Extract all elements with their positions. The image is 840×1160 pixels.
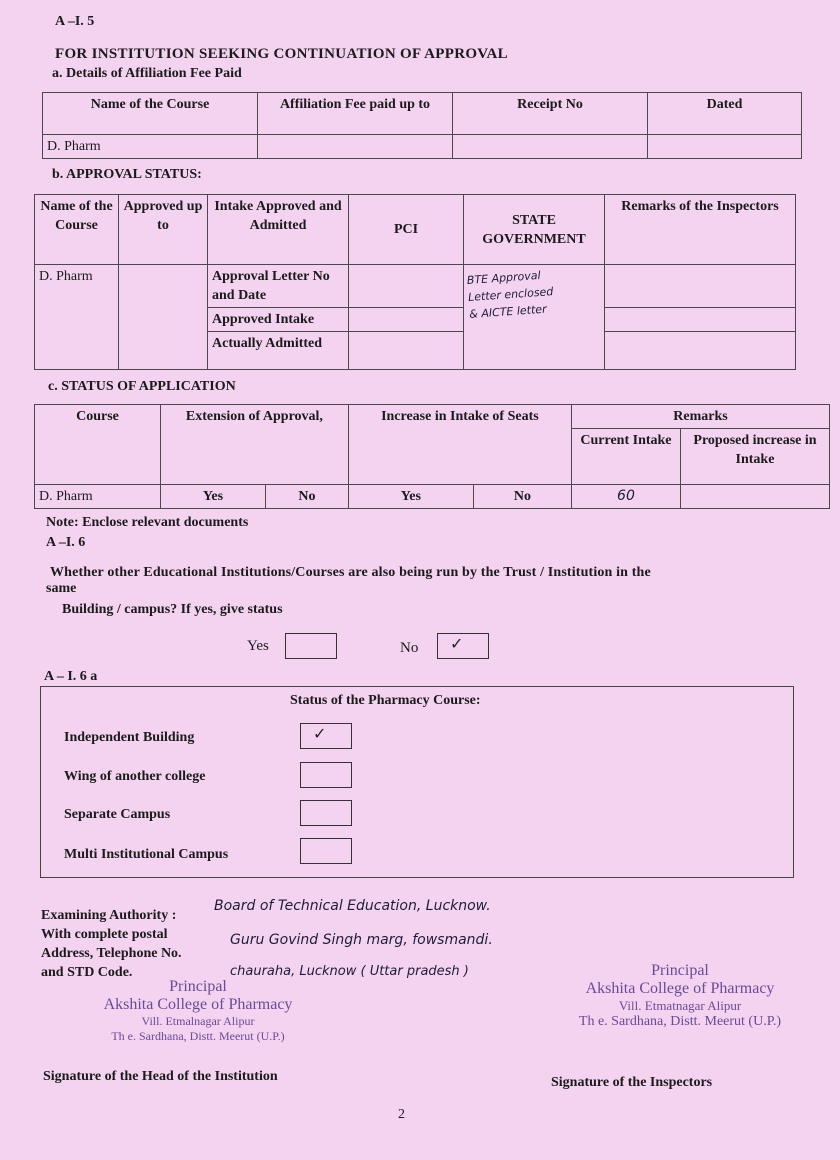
main-title: FOR INSTITUTION SEEKING CONTINUATION OF APPROVAL bbox=[55, 46, 508, 62]
b-cell-approved bbox=[119, 265, 208, 370]
approval-status-table bbox=[34, 194, 796, 370]
header-course: Name of the Course bbox=[43, 93, 258, 135]
stamp-left bbox=[58, 978, 338, 1044]
header-receipt: Receipt No bbox=[453, 93, 648, 135]
b-row-approval-letter: Approval Letter No and Date bbox=[208, 265, 349, 308]
check-mark-icon: ✓ bbox=[313, 724, 327, 743]
status-title: Status of the Pharmacy Course: bbox=[290, 693, 481, 708]
b-cell-remarks-2 bbox=[605, 308, 796, 332]
cell-fee bbox=[258, 135, 453, 159]
stamp-right-title: Principal bbox=[651, 962, 709, 979]
b-cell-pci-3 bbox=[349, 332, 464, 370]
multi-campus-checkbox[interactable] bbox=[300, 838, 352, 864]
application-status-table bbox=[34, 404, 830, 509]
authority-hand-2: Guru Govind Singh marg, fowsmandi. bbox=[230, 932, 493, 948]
b-header-pci: PCI bbox=[349, 195, 464, 265]
cell-course: D. Pharm bbox=[43, 135, 258, 159]
signature-head-label: Signature of the Head of the Institution bbox=[43, 1069, 278, 1084]
b-row-approved-intake: Approved Intake bbox=[208, 308, 349, 332]
c-header-proposed: Proposed increase in Intake bbox=[680, 429, 829, 485]
no-checkbox[interactable] bbox=[437, 633, 489, 659]
affiliation-fee-table bbox=[42, 92, 802, 159]
section-a16a: A – I. 6 a bbox=[44, 669, 98, 684]
section-a15: A –I. 5 bbox=[55, 14, 95, 29]
sub-c-heading: c. STATUS OF APPLICATION bbox=[48, 379, 236, 394]
c-cell-inc-yes: Yes bbox=[348, 485, 473, 509]
pharmacy-status-box bbox=[40, 686, 794, 878]
authority-label-1: Examining Authority : bbox=[41, 908, 177, 923]
authority-hand-1: Board of Technical Education, Lucknow. bbox=[214, 898, 491, 914]
page-number: 2 bbox=[398, 1107, 405, 1122]
independent-building-checkbox[interactable] bbox=[300, 723, 352, 749]
yes-checkbox[interactable] bbox=[285, 633, 337, 659]
stamp-right-district: Th e. Sardhana, Distt. Meerut (U.P.) bbox=[578, 1014, 782, 1029]
wing-checkbox[interactable] bbox=[300, 762, 352, 788]
hand-note-3: & AICTE letter bbox=[468, 302, 547, 321]
c-header-course: Course bbox=[35, 405, 161, 485]
c-cell-inc-no: No bbox=[473, 485, 571, 509]
b-header-state: STATE GOVERNMENT bbox=[464, 195, 605, 265]
status-item-wing: Wing of another college bbox=[64, 769, 206, 784]
section-a16: A –I. 6 bbox=[46, 535, 86, 550]
authority-hand-3: chauraha, Lucknow ( Uttar pradesh ) bbox=[230, 964, 469, 979]
header-dated: Dated bbox=[648, 93, 802, 135]
c-cell-course: D. Pharm bbox=[35, 485, 161, 509]
question-line-2: same bbox=[46, 581, 77, 596]
sub-a-heading: a. Details of Affiliation Fee Paid bbox=[52, 66, 242, 81]
b-cell-state bbox=[464, 265, 605, 370]
b-header-course: Name of the Course bbox=[35, 195, 119, 265]
stamp-left-college: Akshita College of Pharmacy bbox=[103, 996, 293, 1013]
b-header-approved: Approved up to bbox=[119, 195, 208, 265]
c-cell-ext-yes: Yes bbox=[161, 485, 266, 509]
stamp-left-title: Principal bbox=[169, 978, 227, 995]
status-item-multi: Multi Institutional Campus bbox=[64, 847, 229, 862]
b-cell-pci-2 bbox=[349, 308, 464, 332]
c-header-extension: Extension of Approval, bbox=[161, 405, 349, 485]
signature-inspectors-label: Signature of the Inspectors bbox=[551, 1075, 713, 1090]
note-text: Note: Enclose relevant documents bbox=[46, 515, 249, 530]
authority-label-3: Address, Telephone No. bbox=[41, 946, 182, 961]
cell-dated bbox=[648, 135, 802, 159]
c-cell-proposed-value bbox=[680, 485, 829, 509]
b-header-remarks: Remarks of the Inspectors bbox=[605, 195, 796, 265]
stamp-left-village: Vill. Etmalnagar Alipur bbox=[141, 1014, 255, 1028]
c-header-increase: Increase in Intake of Seats bbox=[348, 405, 571, 485]
stamp-right bbox=[540, 962, 820, 1030]
c-cell-current-value: 60 bbox=[571, 485, 680, 509]
authority-labels bbox=[41, 906, 182, 982]
stamp-right-college: Akshita College of Pharmacy bbox=[585, 980, 775, 997]
hand-note-2: Letter enclosed bbox=[467, 285, 554, 304]
question-line-1: Whether other Educational Institutions/Courses are also being run by the Trust / Institution in the bbox=[50, 565, 651, 580]
b-cell-course: D. Pharm bbox=[35, 265, 119, 370]
stamp-left-district: Th e. Sardhana, Distt. Meerut (U.P.) bbox=[111, 1029, 285, 1043]
stamp-right-village: Vill. Etmatnagar Alipur bbox=[618, 998, 742, 1013]
b-header-intake: Intake Approved and Admitted bbox=[208, 195, 349, 265]
b-cell-pci-1 bbox=[349, 265, 464, 308]
no-label: No bbox=[400, 640, 419, 656]
status-item-independent: Independent Building bbox=[64, 730, 195, 745]
b-row-actually-admitted: Actually Admitted bbox=[208, 332, 349, 370]
hand-note-1: BTE Approval bbox=[466, 268, 541, 288]
b-cell-remarks-1 bbox=[605, 265, 796, 308]
question-line-3: Building / campus? If yes, give status bbox=[62, 602, 283, 617]
authority-label-4: and STD Code. bbox=[41, 965, 133, 980]
sub-b-heading: b. APPROVAL STATUS: bbox=[52, 167, 202, 182]
cell-receipt bbox=[453, 135, 648, 159]
c-cell-ext-no: No bbox=[266, 485, 349, 509]
authority-label-2: With complete postal bbox=[41, 927, 168, 942]
status-item-separate: Separate Campus bbox=[64, 807, 171, 822]
c-header-remarks: Remarks bbox=[571, 405, 829, 429]
separate-campus-checkbox[interactable] bbox=[300, 800, 352, 826]
c-header-current: Current Intake bbox=[571, 429, 680, 485]
header-fee: Affiliation Fee paid up to bbox=[258, 93, 453, 135]
yes-label: Yes bbox=[247, 638, 269, 654]
b-cell-remarks-3 bbox=[605, 332, 796, 370]
check-mark-icon: ✓ bbox=[450, 634, 464, 653]
